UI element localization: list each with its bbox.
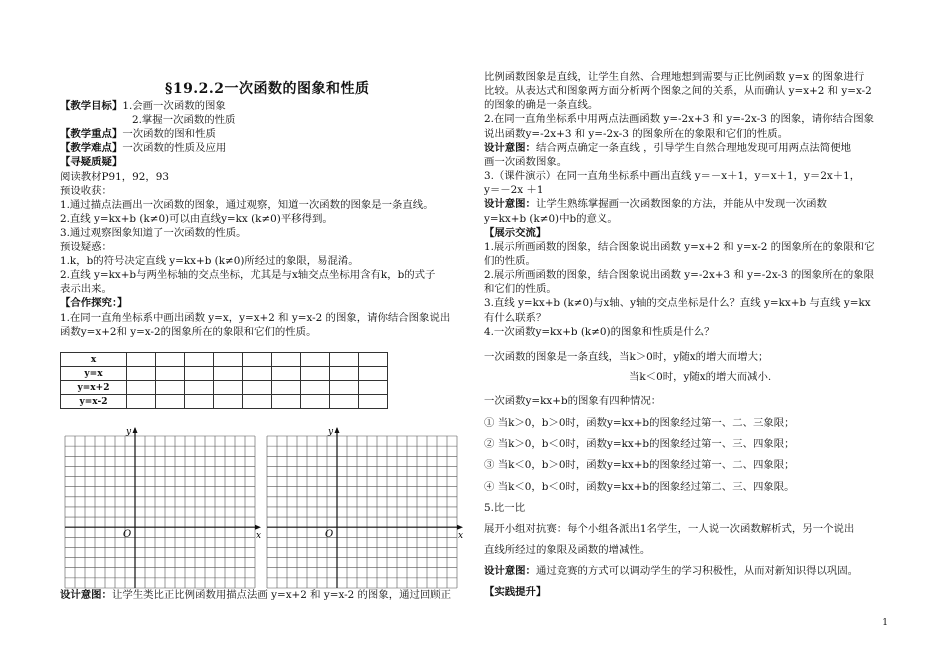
design-intent-text: 让学生类比正比例函数用描点法画 y=x+2 和 y=x-2 的图象，通过回顾正	[111, 589, 452, 601]
line-text: 直线所经过的象限及函数的增减性。	[484, 544, 651, 556]
table-cell	[185, 367, 214, 381]
table-cell	[301, 381, 330, 395]
table-cell	[243, 367, 272, 381]
table-cell	[359, 381, 388, 395]
text-line	[60, 268, 435, 282]
table-cell	[156, 381, 185, 395]
table-cell	[272, 367, 301, 381]
section-label: 【教学目标】	[60, 100, 123, 112]
text-line	[60, 198, 434, 212]
text-line	[484, 169, 860, 183]
y-axis-label: y	[328, 427, 334, 437]
line-text: 通过竞赛的方式可以调动学生的学习积极性，从而对新知识得以巩固。	[535, 565, 859, 577]
y-axis-arrow	[133, 427, 138, 433]
table-row	[61, 381, 388, 395]
text-line	[60, 240, 112, 254]
line-text: y=kx+b (k≠0)中b的意义。	[484, 212, 618, 225]
line-text: ② 当k＞0，b＜0时，函数y=kx+b的图象经过第一、三、四象限；	[484, 438, 795, 450]
text-line	[484, 127, 788, 141]
text-line	[60, 141, 226, 155]
text-line	[60, 184, 112, 198]
line-text: 5.比一比	[484, 502, 526, 514]
table-cell	[156, 395, 185, 409]
table-cell	[127, 353, 156, 367]
section-label: 设计意图：	[484, 198, 536, 211]
design-intent-left	[60, 588, 451, 602]
table-cell	[185, 395, 214, 409]
section-label: 【教学重点】	[60, 128, 123, 141]
table-row	[61, 353, 388, 367]
text-line	[484, 311, 546, 325]
line-text: 1.会画一次函数的图象	[122, 100, 226, 112]
text-line	[60, 311, 450, 325]
line-text: 当k＜0时，y随x的增大而减小.	[629, 371, 772, 383]
table-cell	[243, 395, 272, 409]
row-header: y=x	[61, 367, 127, 381]
section-label: 设计意图：	[484, 565, 536, 577]
table-cell	[127, 367, 156, 381]
text-line	[484, 112, 874, 126]
text-line	[484, 437, 795, 451]
table-row	[61, 395, 388, 409]
line-text: 2.直线 y=kx+b (k≠0)可以由直线y=kx (k≠0)平移得到。	[60, 212, 333, 225]
table-cell	[272, 395, 301, 409]
table-cell	[301, 395, 330, 409]
text-line	[484, 480, 795, 494]
text-line	[484, 585, 546, 599]
line-text: 3.通过观察图象知道了一次函数的性质。	[60, 226, 247, 239]
table-cell	[301, 367, 330, 381]
text-line	[484, 141, 851, 155]
origin-label: O	[325, 529, 334, 541]
line-text: 4.一次函数y=kx+b (k≠0)的图象和性质是什么？	[484, 325, 715, 338]
row-header: y=x-2	[61, 395, 127, 409]
text-line	[484, 394, 661, 408]
text-line	[484, 416, 795, 430]
line-text: 函数y=x+2和 y=x-2的图象所在的象限和它们的性质。	[60, 325, 317, 338]
x-axis-arrow	[457, 525, 463, 530]
text-line	[60, 325, 316, 339]
line-text: 1.通过描点法画出一次函数的图象，通过观察，知道一次函数的图象是一条直线。	[60, 198, 434, 211]
table-cell	[127, 395, 156, 409]
text-line	[60, 170, 169, 184]
text-line	[484, 155, 567, 169]
table-cell	[272, 353, 301, 367]
x-axis-label: x	[458, 531, 464, 542]
text-line	[484, 240, 875, 254]
table-cell	[243, 353, 272, 367]
line-text: 3.直线 y=kx+b (k≠0)与x轴、y轴的交点坐标是什么？直线 y=kx+b 与直线 y=kx	[484, 297, 871, 310]
section-label: 【寻疑质疑】	[60, 156, 123, 169]
text-line	[60, 212, 333, 226]
table-cell	[214, 381, 243, 395]
table-cell	[359, 395, 388, 409]
table-cell	[359, 367, 388, 381]
line-text: 展开小组对抗赛：每个小组各派出1名学生，一人说一次函数解析式，另一个说出	[484, 523, 855, 535]
text-line	[60, 99, 226, 113]
line-text: 画一次函数图象。	[484, 155, 568, 168]
text-line	[484, 458, 795, 472]
line-text: 有什么联系？	[484, 311, 547, 324]
text-line	[484, 543, 650, 557]
table-cell	[214, 353, 243, 367]
line-text: y＝－2x ＋1	[484, 184, 544, 197]
text-line	[484, 197, 827, 211]
x-axis-arrow	[255, 525, 261, 530]
line-text: 结合两点确定一条直线 ，引导学生自然合理地发现可用两点法简便地	[535, 141, 851, 154]
table-cell	[359, 353, 388, 367]
table-cell	[214, 395, 243, 409]
table-cell	[243, 381, 272, 395]
table-cell	[330, 395, 359, 409]
text-line	[60, 226, 247, 240]
text-line	[60, 254, 359, 268]
row-header: x	[61, 353, 127, 367]
text-line	[484, 226, 546, 240]
line-text: 一次函数的性质及应用	[122, 142, 227, 155]
text-line	[629, 370, 771, 384]
table-cell	[330, 353, 359, 367]
section-label: 设计意图：	[484, 141, 536, 154]
text-line	[484, 212, 618, 226]
origin-label: O	[123, 529, 132, 541]
text-line	[484, 70, 864, 84]
line-text: 比较。从表达式和图象两方面分析两个图象之间的关系，从而确认 y=x+2 和 y=x-2	[484, 85, 872, 98]
line-text: 3.（课件演示）在同一直角坐标系中画出直线 y＝－x＋1，y＝x＋1，y＝2x＋1，	[484, 170, 861, 183]
text-line	[484, 501, 525, 515]
text-line	[132, 113, 235, 127]
value-table	[60, 352, 388, 409]
table-cell	[214, 367, 243, 381]
text-line	[484, 84, 872, 98]
table-cell	[185, 381, 214, 395]
text-line	[484, 98, 598, 112]
design-intent-label: 设计意图：	[60, 589, 112, 601]
table-cell	[272, 381, 301, 395]
line-text: 阅读教材P91，92，93	[60, 170, 169, 183]
line-text: 表示出来。	[60, 283, 112, 296]
line-text: 1.k，b的符号决定直线 y=kx+b (k≠0)所经过的象限，易混淆。	[60, 255, 359, 268]
line-text: 1.在同一直角坐标系中画出函数 y=x，y=x+2 和 y=x-2 的图象，请你结合图象说出	[60, 311, 451, 324]
line-text: 让学生熟练掌握画一次函数图象的方法，并能从中发现一次函数	[535, 198, 827, 211]
text-line	[484, 268, 874, 282]
line-text: 和它们的性质。	[484, 283, 557, 296]
text-line	[484, 522, 854, 536]
text-line	[484, 296, 871, 310]
page-title: §19.2.2一次函数的图象和性质	[165, 81, 370, 97]
line-text: ① 当k＞0，b＞0时，函数y=kx+b的图象经过第一、二、三象限；	[484, 417, 795, 429]
line-text: 预设疑惑：	[60, 241, 112, 253]
line-text: ④ 当k＜0，b＜0时，函数y=kx+b的图象经过第二、三、四象限。	[484, 481, 795, 493]
text-line	[60, 127, 216, 141]
line-text: 的图象的确是一条直线。	[484, 99, 599, 112]
line-text: 们的性质。	[484, 254, 536, 267]
table-cell	[301, 353, 330, 367]
line-text: 一次函数的图象是一条直线，当k＞0时，y随x的增大而增大；	[484, 351, 769, 363]
section-label: 【实践提升】	[484, 586, 547, 598]
section-label: 【教学难点】	[60, 142, 123, 155]
line-text: 2.掌握一次函数的性质	[132, 114, 236, 127]
coordinate-grid-2	[262, 424, 467, 594]
line-text: 2.直线 y=kx+b与两坐标轴的交点坐标，尤其是与x轴交点坐标用含有k，b的式子	[60, 269, 436, 282]
line-text: ③ 当k＜0，b＞0时，函数y=kx+b的图象经过第一、二、四象限；	[484, 459, 795, 471]
y-axis-arrow	[335, 427, 340, 433]
line-text: 预设收获：	[60, 184, 112, 197]
line-text: 说出函数y=-2x+3 和 y=-2x-3 的图象所在的象限和它们的性质。	[484, 127, 789, 140]
line-text: 1.展示所画函数的图象，结合图象说出函数 y=x+2 和 y=x-2 的图象所在的象限和它	[484, 240, 875, 253]
y-axis-label: y	[126, 427, 132, 437]
table-cell	[156, 367, 185, 381]
text-line	[484, 183, 543, 197]
line-text: 一次函数的图和性质	[122, 128, 216, 141]
page-number: 1	[882, 618, 888, 628]
text-line	[60, 282, 112, 296]
text-line	[484, 282, 557, 296]
table-cell	[127, 381, 156, 395]
text-line	[60, 296, 128, 310]
section-label: 【合作探究：】	[60, 297, 128, 310]
line-text: 比例函数图象是直线，让学生自然、合理地想到需要与正比例函数 y=x 的图象进行	[484, 71, 865, 83]
coordinate-grid-1	[60, 424, 265, 594]
line-text: 一次函数y=kx+b的图象有四种情况：	[484, 395, 662, 407]
row-header: y=x+2	[61, 381, 127, 395]
section-label: 【展示交流】	[484, 226, 547, 239]
text-line	[484, 254, 536, 268]
table-cell	[185, 353, 214, 367]
line-text: 2.展示所画函数的图象，结合图象说出函数 y=-2x+3 和 y=-2x-3 的图象所在的象限	[484, 269, 875, 282]
text-line	[484, 325, 715, 339]
text-line	[484, 564, 858, 578]
table-cell	[330, 367, 359, 381]
line-text: 2.在同一直角坐标系中用两点法画函数 y=-2x+3 和 y=-2x-3 的图象，请你结合图象	[484, 113, 875, 126]
text-line	[60, 155, 122, 169]
text-line	[484, 350, 768, 364]
x-axis-label: x	[256, 531, 262, 542]
table-cell	[330, 381, 359, 395]
table-cell	[156, 353, 185, 367]
table-row	[61, 367, 388, 381]
